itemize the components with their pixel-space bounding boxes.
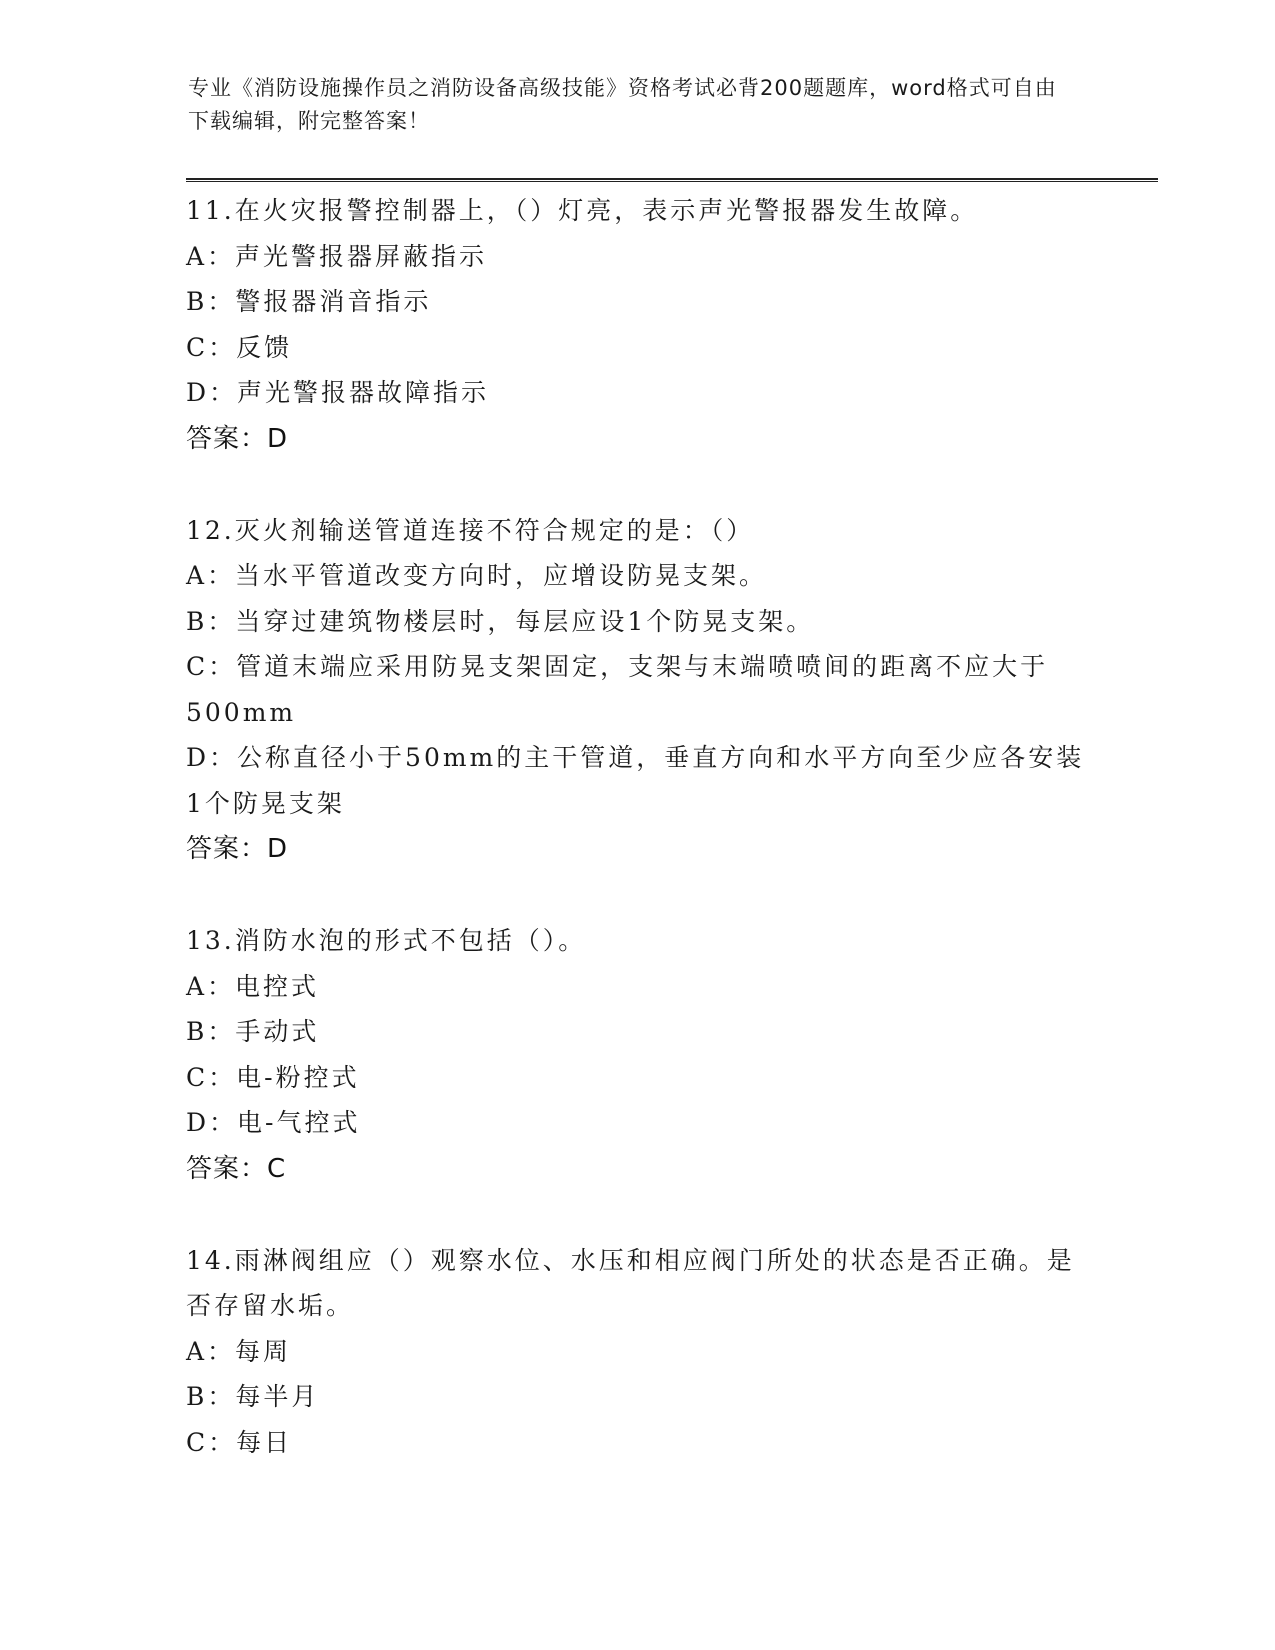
option-a: A：声光警报器屏蔽指示 xyxy=(186,241,488,271)
header-divider xyxy=(186,178,1158,182)
question-list xyxy=(186,188,1086,1511)
option-b: B：手动式 xyxy=(186,1017,320,1046)
question-stem: 13.消防水泡的形式不包括（）。 xyxy=(186,926,587,955)
question-12 xyxy=(186,508,1086,873)
question-14 xyxy=(186,1238,1086,1466)
answer: 答案：D xyxy=(186,834,289,864)
option-c: C：管道末端应采用防晃支架固定，支架与末端喷喷间的距离不应大于500mm xyxy=(186,652,1049,727)
answer: 答案：C xyxy=(186,1153,287,1184)
option-b: B：警报器消音指示 xyxy=(186,287,432,316)
option-d: D：电-气控式 xyxy=(186,1108,361,1137)
option-a: A：电控式 xyxy=(186,971,320,1001)
option-c: C：电-粉控式 xyxy=(186,1062,360,1092)
question-stem: 11.在火灾报警控制器上，（）灯亮，表示声光警报器发生故障。 xyxy=(186,196,979,225)
question-13 xyxy=(186,918,1086,1192)
question-stem: 14.雨淋阀组应（）观察水位、水压和相应阀门所处的状态是否正确。是否存留水垢。 xyxy=(186,1245,1075,1320)
option-d: D：声光警报器故障指示 xyxy=(186,378,490,407)
option-a: A：当水平管道改变方向时，应增设防晃支架。 xyxy=(186,561,768,590)
document-header: 专业《消防设施操作员之消防设备高级技能》资格考试必背200题题库，word格式可自由下载编辑，附完整答案！ xyxy=(188,76,1057,133)
option-b: B：每半月 xyxy=(186,1382,320,1411)
option-c: C：每日 xyxy=(186,1427,293,1457)
option-d: D：公称直径小于50mm的主干管道，垂直方向和水平方向至少应各安装1个防晃支架 xyxy=(186,743,1085,818)
option-b: B：当穿过建筑物楼层时，每层应设1个防晃支架。 xyxy=(186,606,815,636)
question-stem: 12.灭火剂输送管道连接不符合规定的是：（） xyxy=(186,515,755,545)
question-11 xyxy=(186,188,1086,462)
answer: 答案：D xyxy=(186,423,289,454)
option-c: C：反馈 xyxy=(186,332,293,362)
option-a: A：每周 xyxy=(186,1336,292,1366)
